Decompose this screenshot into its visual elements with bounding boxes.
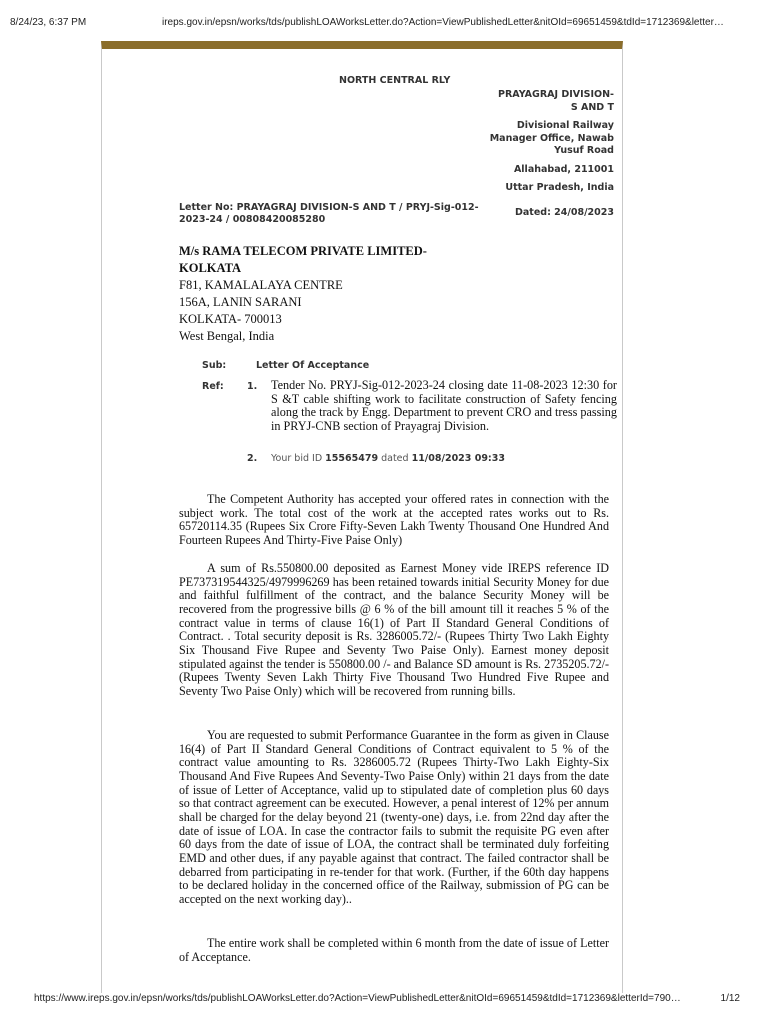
subject-label: Sub: [202,360,227,371]
page-number: 1/12 [720,993,740,1004]
division-line: S AND T [570,101,614,113]
office-city: Allahabad, 211001 [513,163,614,175]
bid-id: 15565479 [325,453,379,464]
recipient-name: M/s RAMA TELECOM PRIVATE LIMITED-KOLKATA [179,244,427,275]
print-header [10,17,740,28]
recipient-address-line: F81, KAMALALAYA CENTRE [179,278,343,292]
office-line: Manager Office, Nawab [489,132,614,144]
reference-number: 2. [247,453,258,464]
letter-date: Dated: 24/08/2023 [514,207,614,218]
organization-name: NORTH CENTRAL RLY [339,75,451,86]
letter-number: Letter No: PRAYAGRAJ DIVISION-S AND T / PRYJ-Sig-012-2023-24 / 00808420085280 [179,202,479,225]
body-paragraph: The Competent Authority has accepted your offered rates in connection with the subject work. The total cost of the work at the accepted rates works out to Rs. 65720114.35 (Rupees Six Crore Fifty-Seven Lakh Twenty Thousand One Hundred And Fourteen Rupees And Thirty-Five Paise Only) [179,492,609,547]
body-paragraph: The entire work shall be completed within 6 month from the date of issue of Letter of Acceptance. [179,936,609,964]
recipient-address-line: KOLKATA- 700013 [179,312,282,326]
bid-date: 11/08/2023 09:33 [411,453,505,464]
office-address [414,89,614,195]
reference-number: 1. [247,381,258,392]
body-paragraph: You are requested to submit Performance Guarantee in the form as given in Clause 16(4) of Part II Standard General Conditions of Contract equivalent to 5 % of the contract value amounting to Rs. 3286005.72 (Rupees Thirty-Two Lakh Eighty-Six Thousand And Five Rupees And Seventy-Two Paise Only) within 21 days from the date of issue of Letter of Acceptance, valid up to stipulated date of completion plus 60 days so that contract agreement can be executed. However, a penal interest of 12% per annum shall be charged for the delay beyond 21 (twenty-one) days, i.e. from 22nd day after the date of issue of LOA. In case the contractor fails to submit the requisite PG even after 60 days from the date of issue of LOA, the contract shall be terminated duly forfeiting EMD and other dues, if any payable against that contract. The failed contractor shall be debarred from participating in re-tender for that work. (Further, if the 60th day happens to be declared holiday in the concerned office of the Railway, submission of PG can be accepted on the next working day).. [179,728,609,906]
print-url: ireps.gov.in/epsn/works/tds/publishLOAWorksLetter.do?Action=ViewPublishedLetter&nitOId=69651459&tdId=1712369&letter… [162,17,724,28]
reference-text: Tender No. PRYJ-Sig-012-2023-24 closing date 11-08-2023 12:30 for S &T cable shifting work to facilitate construction of Safety fencing along the track by Engg. Department to prevent CRO and tress passing in PRYJ-CNB section of Prayagraj Division. [271,378,617,433]
print-footer [34,993,740,1004]
bid-reference [271,453,617,464]
office-line: Yusuf Road [554,145,614,156]
footer-url: https://www.ireps.gov.in/epsn/works/tds/publishLOAWorksLetter.do?Action=ViewPublishedLetter&nitOId=69651459&tdId=1712369&letterId=790… [34,993,681,1004]
division-line: PRAYAGRAJ DIVISION- [497,89,614,100]
office-line: Divisional Railway [516,120,614,131]
office-state: Uttar Pradesh, India [505,182,614,193]
print-datetime: 8/24/23, 6:37 PM [10,17,87,28]
reference-label: Ref: [202,381,224,392]
bid-prefix: Your bid ID [271,453,323,464]
recipient-block [179,243,479,345]
recipient-address-line: West Bengal, India [179,329,275,343]
letter-page [101,41,623,993]
bid-mid: dated [381,453,409,464]
recipient-address-line: 156A, LANIN SARANI [179,295,302,309]
subject-line [202,360,369,371]
body-paragraph: A sum of Rs.550800.00 deposited as Earnest Money vide IREPS reference ID PE737319544325/4979996269 has been retained towards initial Security Money for due and faithful fulfillment of the contract, and the balance Security Money will be recovered from the progressive bills @ 6 % of the bill amount till it reaches 5 % of the contract value in terms of clause 16(1) of Part II Standard General Conditions of Contract. . Total security deposit is Rs. 3286005.72/- (Rupees Thirty Two Lakh Eighty Six Thousand Five Rupee and Seventy Two Paise Only). Earnest money deposit stipulated against the tender is 550800.00 /- and Balance SD amount is Rs. 2735205.72/- (Rupees Twenty Seven Lakh Thirty Five Thousand Two Hundred Five Rupee and Seventy Two Paise Only) which will be recovered from running bills. [179,561,609,698]
subject-text: Letter Of Acceptance [256,360,370,371]
